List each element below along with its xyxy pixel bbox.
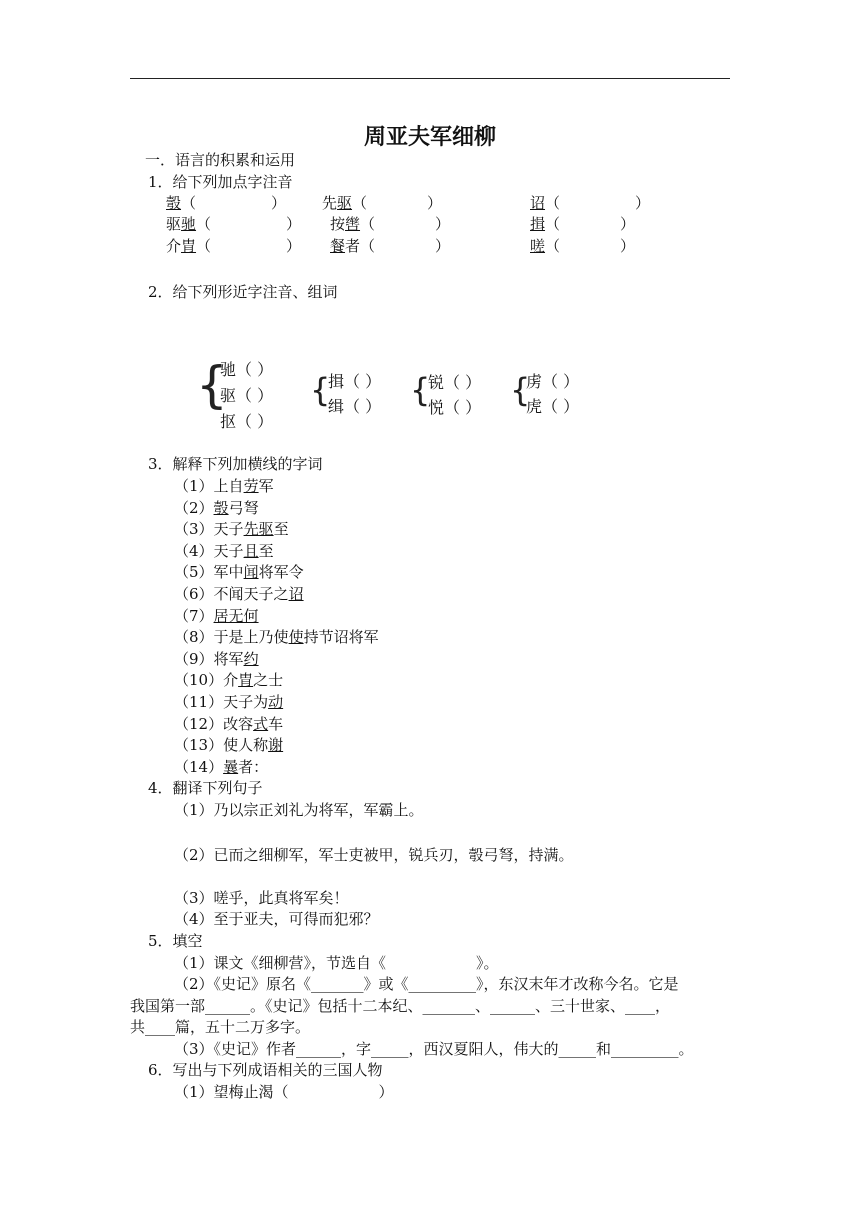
- q5-line: 共____篇，五十二万多字。: [130, 1018, 311, 1036]
- q3-item: （8）于是上乃使使持节诏将军: [174, 628, 379, 647]
- question-2-heading: 2．给下列形近字注音、组词: [148, 283, 338, 301]
- left-brace: {: [410, 371, 431, 409]
- q4-item: （3）嗟乎，此真将军矣！: [174, 889, 349, 907]
- question-4-heading: 4．翻译下列句子: [148, 779, 263, 797]
- q1-item: 驱驰（ ）: [166, 215, 302, 233]
- q1-item: 介胄（ ）: [166, 237, 302, 255]
- question-6-heading: 6．写出与下列成语相关的三国人物: [148, 1061, 383, 1079]
- q3-item: （6）不闻天子之诏: [174, 585, 304, 603]
- char-item: 驱（ ）: [220, 386, 274, 405]
- char-item: 虎（ ）: [526, 397, 580, 416]
- q3-item: （7）居无何: [174, 606, 259, 625]
- q5-line: （3）《史记》作者______，字_____，西汉夏阳人，伟大的_____和_________。: [174, 1040, 694, 1058]
- left-brace: {: [196, 356, 228, 414]
- char-item: 揖（ ）: [328, 372, 382, 391]
- question-5-heading: 5．填空: [148, 932, 203, 950]
- q5-line: 我国第一部______。《史记》包括十二本纪、_______、______、三十世家、____，: [130, 997, 671, 1015]
- left-brace: {: [310, 371, 331, 409]
- char-item: 驰（ ）: [220, 360, 274, 379]
- q4-item: （1）乃以宗正刘礼为将军，军霸上。: [174, 801, 424, 819]
- section-heading: 一．语言的积累和运用: [145, 151, 296, 169]
- char-item: 虏（ ）: [526, 372, 580, 391]
- q1-item: 按辔（ ）: [330, 215, 451, 233]
- q1-item: 诏（ ）: [530, 194, 651, 212]
- char-item: 抠（ ）: [220, 412, 274, 431]
- q6-line: （1）望梅止渴（ ）: [174, 1083, 394, 1101]
- page-title: 周亚夫军细柳: [363, 125, 496, 150]
- q3-item: （11）天子为动: [174, 693, 284, 711]
- question-3-heading: 3．解释下列加横线的字词: [148, 455, 323, 473]
- q3-item: （5）军中闻将军令: [174, 563, 304, 582]
- q3-item: （13）使人称谢: [174, 736, 284, 755]
- q3-item: （3）天子先驱至: [174, 520, 289, 539]
- q4-item: （2）已而之细柳军，军士吏被甲，锐兵刃，彀弓弩，持满。: [174, 846, 574, 864]
- q3-item: （2）彀弓弩: [174, 498, 259, 517]
- q3-item: （12）改容式车: [174, 714, 284, 733]
- q1-item: 彀（ ）: [166, 194, 287, 212]
- question-1-heading: 1．给下列加点字注音: [148, 173, 293, 191]
- q3-item: （1）上自劳军: [174, 477, 274, 495]
- header-rule: [130, 78, 730, 79]
- char-item: 悦（ ）: [428, 398, 482, 417]
- q1-item: 嗟（ ）: [530, 237, 636, 255]
- q1-item: 先驱（ ）: [322, 194, 443, 212]
- q3-item: （4）天子且至: [174, 541, 274, 560]
- left-brace: {: [510, 371, 531, 409]
- q5-line: （2）《史记》原名《_______》或《_________》，东汉末年才改称今名。它是: [174, 975, 679, 993]
- q3-item: （9）将军约: [174, 649, 259, 668]
- char-item: 锐（ ）: [428, 373, 482, 392]
- q1-item: 餐者（ ）: [330, 237, 451, 255]
- q3-item: （10）介胄之士: [174, 671, 284, 690]
- q3-item: （14）曩者：: [174, 757, 269, 776]
- q5-line: （1）课文《细柳营》，节选自《 》。: [174, 954, 499, 972]
- q1-item: 揖（ ）: [530, 215, 636, 233]
- q4-item: （4）至于亚夫，可得而犯邪？: [174, 910, 379, 928]
- char-item: 缉（ ）: [328, 397, 382, 416]
